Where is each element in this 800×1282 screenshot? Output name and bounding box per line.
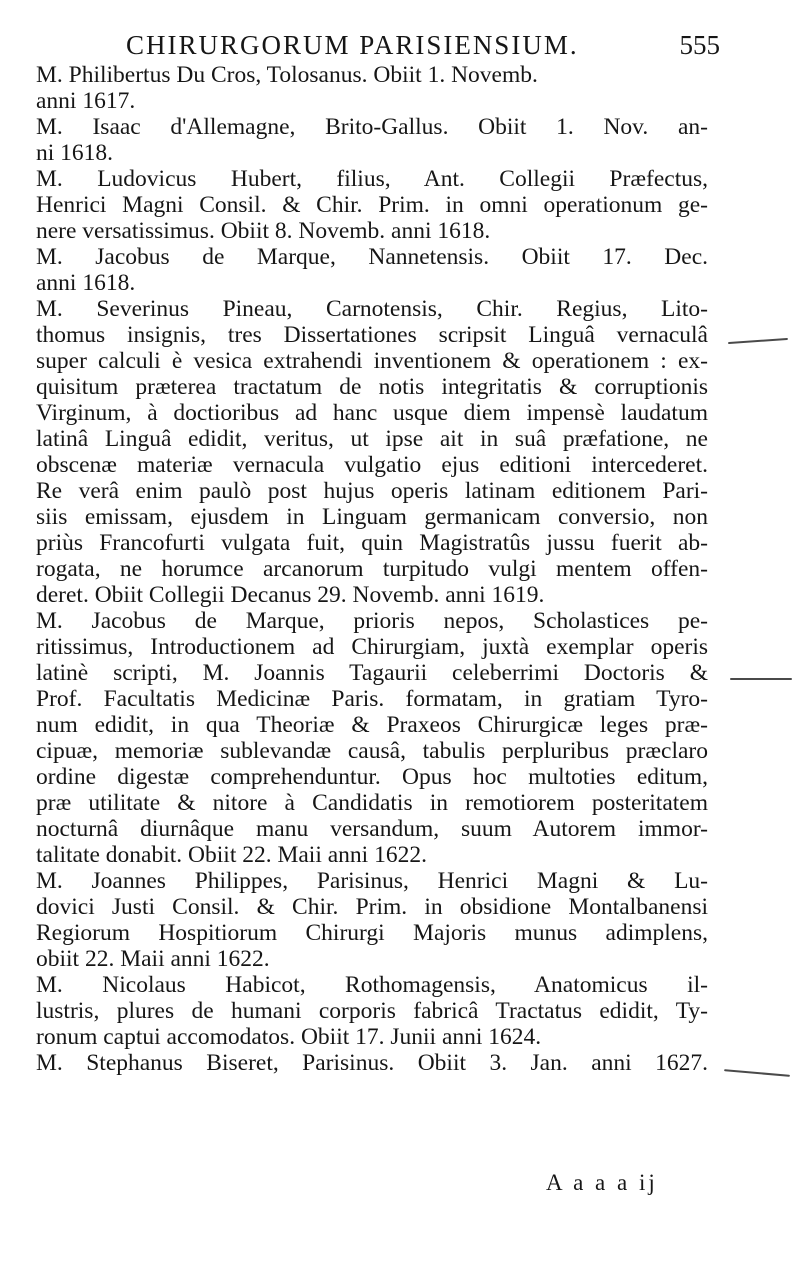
text-line: M. Nicolaus Habicot, Rothomagensis, Anatomicus il- (36, 972, 708, 998)
text-line: rogata, ne horumce arcanorum turpitudo vulgi mentem offen- (36, 556, 708, 582)
text-line: super calculi è vesica extrahendi inventionem & operationem : ex- (36, 348, 708, 374)
text-line: nocturnâ diurnâque manu versandum, suum Autorem immor- (36, 816, 708, 842)
text-line: anni 1618. (36, 270, 136, 296)
text-line: latinâ Linguâ edidit, veritus, ut ipse ait in suâ præfatione, ne (36, 426, 708, 452)
text-line: deret. Obiit Collegii Decanus 29. Novemb. anni 1619. (36, 582, 545, 608)
text-line: Virginum, à doctioribus ad hanc usque diem impensè laudatum (36, 400, 708, 426)
text-line: num edidit, in qua Theoriæ & Praxeos Chirurgicæ leges præ- (36, 712, 708, 738)
text-line: obscenæ materiæ vernacula vulgatio ejus editioni intercederet. (36, 452, 708, 478)
margin-mark (730, 678, 792, 680)
text-line: siis emissam, ejusdem in Linguam germanicam conversio, non (36, 504, 708, 530)
text-line: obiit 22. Maii anni 1622. (36, 946, 270, 972)
text-line: M. Ludovicus Hubert, filius, Ant. Collegii Præfectus, (36, 166, 708, 192)
catchword: A a a a ij (546, 1170, 658, 1195)
text-line: Regiorum Hospitiorum Chirurgi Majoris munus adimplens, (36, 920, 708, 946)
text-line: thomus insignis, tres Dissertationes scripsit Linguâ vernaculâ (36, 322, 708, 348)
margin-mark (728, 338, 788, 344)
text-line: Prof. Facultatis Medicinæ Paris. formatam, in gratiam Tyro- (36, 686, 708, 712)
page-header (90, 30, 720, 64)
text-line: talitate donabit. Obiit 22. Maii anni 1622. (36, 842, 427, 868)
text-line: ronum captui accomodatos. Obiit 17. Junii anni 1624. (36, 1024, 542, 1050)
text-line: M. Isaac d'Allemagne, Brito-Gallus. Obiit 1. Nov. an- (36, 114, 708, 140)
text-line: ordine digestæ comprehenduntur. Opus hoc multoties editum, (36, 764, 708, 790)
text-line: præ utilitate & nitore à Candidatis in remotiorem posteritatem (36, 790, 708, 816)
running-title: CHIRURGORUM PARISIENSIUM. (126, 30, 579, 60)
margin-mark (724, 1069, 790, 1077)
text-line: nere versatissimus. Obiit 8. Novemb. anni 1618. (36, 218, 491, 244)
text-line: M. Joannes Philippes, Parisinus, Henrici Magni & Lu- (36, 868, 708, 894)
text-line: anni 1617. (36, 88, 136, 114)
text-line: lustris, plures de humani corporis fabricâ Tractatus edidit, Ty- (36, 998, 708, 1024)
text-line: priùs Francofurti vulgata fuit, quin Magistratûs jussu fuerit ab- (36, 530, 708, 556)
text-line: dovici Justi Consil. & Chir. Prim. in obsidione Montalbanensi (36, 894, 708, 920)
body-text (36, 62, 708, 1076)
text-line: ni 1618. (36, 140, 114, 166)
text-line: M. Jacobus de Marque, Nannetensis. Obiit 17. Dec. (36, 244, 708, 270)
page-number: 555 (679, 30, 720, 60)
text-line: ritissimus, Introductionem ad Chirurgiam, juxtà exemplar operis (36, 634, 708, 660)
text-line: M. Philibertus Du Cros, Tolosanus. Obiit 1. Novemb. (36, 62, 538, 88)
text-line: quisitum præterea tractatum de notis integritatis & corruptionis (36, 374, 708, 400)
text-line: M. Jacobus de Marque, prioris nepos, Scholastices pe- (36, 608, 708, 634)
text-line: Re verâ enim paulò post hujus operis latinam editionem Pari- (36, 478, 708, 504)
text-line: M. Stephanus Biseret, Parisinus. Obiit 3. Jan. anni 1627. (36, 1050, 708, 1076)
text-line: M. Severinus Pineau, Carnotensis, Chir. Regius, Lito- (36, 296, 708, 322)
text-line: Henrici Magni Consil. & Chir. Prim. in omni operationum ge- (36, 192, 708, 218)
text-line: latinè scripti, M. Joannis Tagaurii celeberrimi Doctoris & (36, 660, 708, 686)
text-line: cipuæ, memoriæ sublevandæ causâ, tabulis perpluribus præclaro (36, 738, 708, 764)
